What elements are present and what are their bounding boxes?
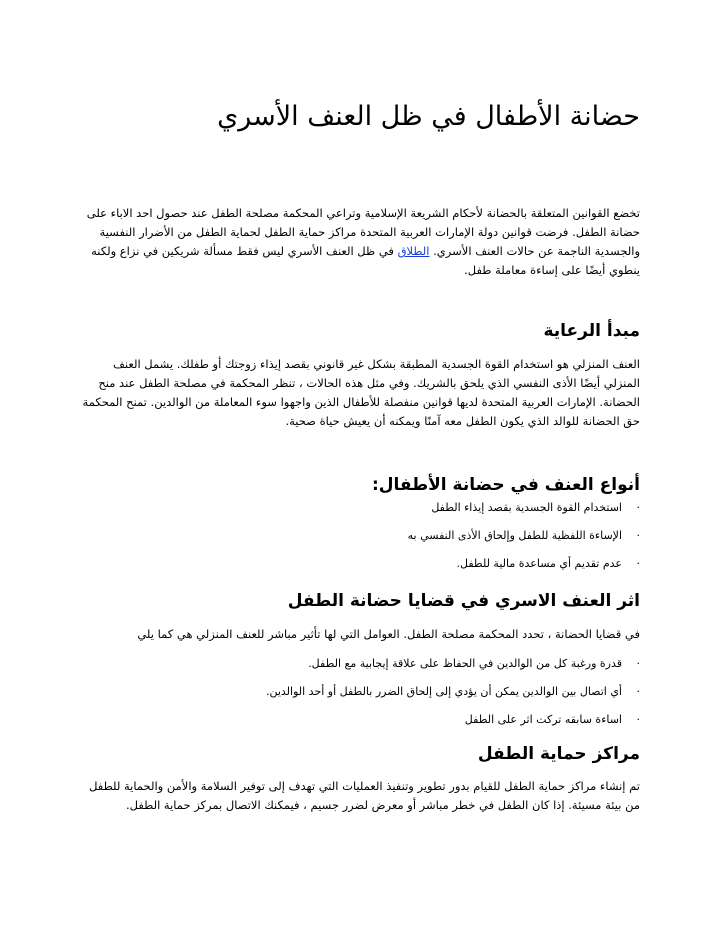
care-paragraph: العنف المنزلي هو استخدام القوة الجسدية المطبقة بشكل غير قانوني بقصد إيذاء زوجتك أو طفلك. يشمل العنف المنزلي أيضًا الأذى النفسي الذي يلحق بالشريك. وفي مثل هذه الحالات ، تنظر المحكمة في مصلحة الطفل عند منح الحضانة. الإمارات العربية المتحدة لديها قوانين منفصلة للأطفال الذين واجهوا سوء المعاملة من الوالدين. تمنح المحكمة حق الحضانة للوالد الذي يكون الطفل معه آمنًا ويمكنه أن يعيش حياة صحية.	[82, 357, 640, 428]
list-item: · الإساءة اللفظية للطفل وإلحاق الأذى النفسي به	[407, 529, 640, 542]
list-item: · أي اتصال بين الوالدين يمكن أن يؤدي إلى إلحاق الضرر بالطفل أو أحد الوالدين.	[265, 685, 640, 698]
bullet-icon: ·	[636, 557, 640, 570]
effect-lead: في قضايا الحضانة ، تحدد المحكمة مصلحة الطفل. العوامل التي لها تأثير مباشر للعنف المنزلي هي كما يلي	[137, 627, 640, 641]
types-heading: أنواع العنف في حضانة الأطفال:	[371, 475, 640, 495]
list-item: · عدم تقديم أي مساعدة مالية للطفل.	[456, 557, 640, 570]
care-heading: مبدأ الرعاية	[543, 321, 640, 341]
centers-heading: مراكز حماية الطفل	[477, 744, 640, 764]
bullet-icon: ·	[636, 685, 640, 698]
list-item: · قدرة ورغبة كل من الوالدين في الحفاظ على علاقة إيجابية مع الطفل.	[308, 657, 640, 670]
intro-text-after-link: في ظل العنف الأسري ليس فقط مسألة شريكين في نزاع ولكنه ينطوي أيضًا على إساءة معاملة طفل.	[91, 244, 640, 277]
list-item: · اساءة سابقه تركت اثر على الطفل	[464, 713, 640, 726]
intro-text-before-link: تخضع القوانين المتعلقة بالحضانة لأحكام الشريعة الإسلامية وتراعي المحكمة مصلحة الطفل عند حصول احد الاباء على حضانة الطفل. فرضت قوانين دولة الإمارات العربية المتحدة مراكز حماية الطفل لحماية الطفل من الأضرار النفسية والجسدية الناجمة عن حالات العنف الأسري.	[86, 206, 640, 258]
list-item: · استخدام القوة الجسدية بقصد إيذاء الطفل	[431, 501, 640, 514]
document-page	[80, 0, 640, 931]
page-title: حضانة الأطفال في ظل العنف الأسري	[217, 101, 640, 132]
bullet-icon: ·	[636, 501, 640, 514]
types-list	[80, 501, 640, 585]
divorce-link[interactable]: الطلاق	[397, 244, 430, 258]
centers-paragraph: تم إنشاء مراكز حماية الطفل للقيام بدور تطوير وتنفيذ العمليات التي تهدف إلى توفير السلامة والأمن والحماية للطفل من بيئة مسيئة. إذا كان الطفل في خطر مباشر أو معرض لضرر جسيم ، فيمكنك الاتصال بمركز حماية الطفل.	[89, 779, 640, 812]
intro-paragraph	[80, 204, 640, 280]
bullet-icon: ·	[636, 657, 640, 670]
bullet-icon: ·	[636, 713, 640, 726]
effect-heading: اثر العنف الاسري في قضايا حضانة الطفل	[287, 591, 640, 611]
effect-list	[80, 657, 640, 741]
bullet-icon: ·	[636, 529, 640, 542]
